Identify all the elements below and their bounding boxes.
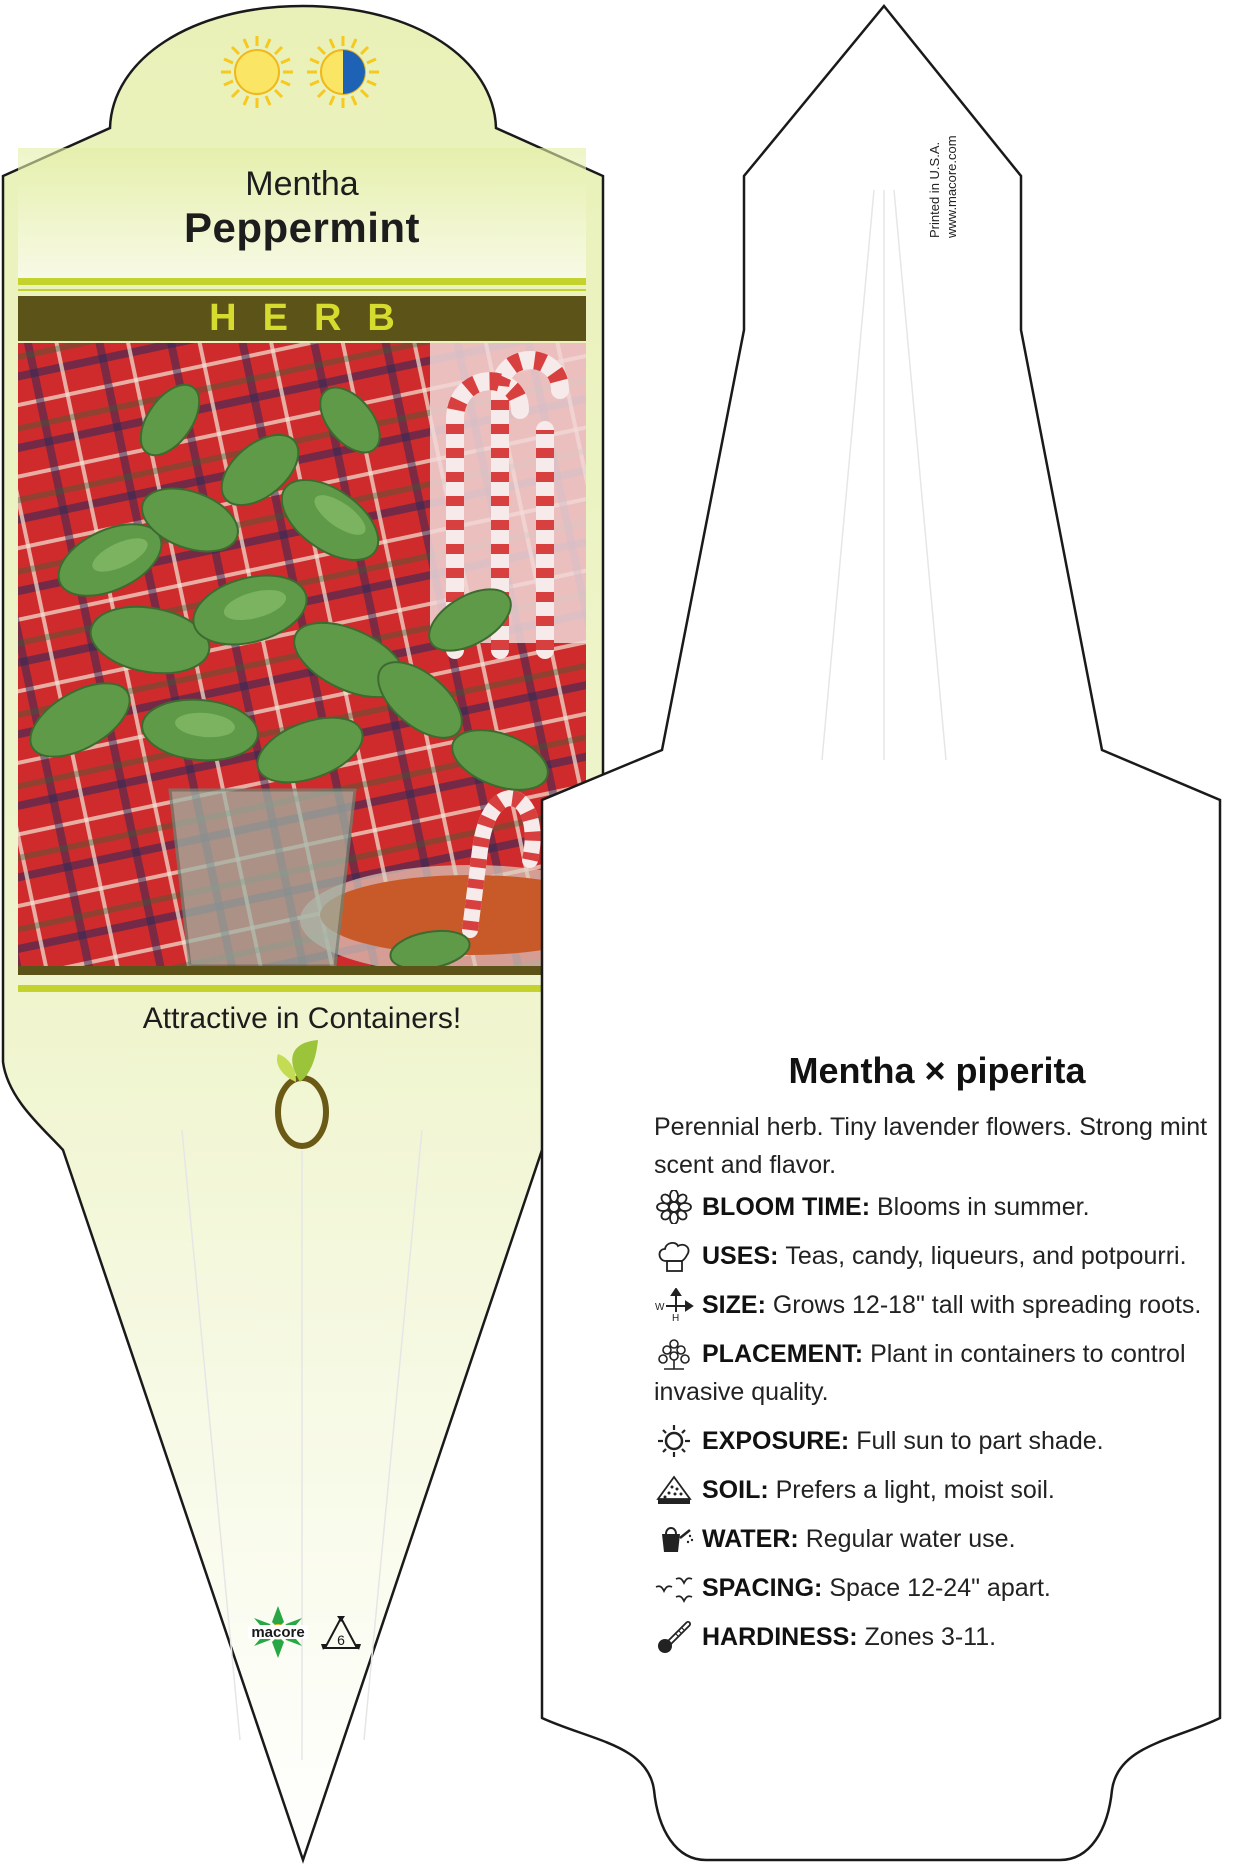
detail-water [654,1520,1220,1558]
detail-text: Grows 12-18" tall with spreading roots. [772,1291,1202,1319]
flower-icon [654,1190,694,1224]
detail-text: Blooms in summer. [876,1193,1090,1221]
detail-label: BLOOM TIME: [702,1193,877,1221]
detail-soil [654,1471,1220,1509]
sun-icon [654,1424,694,1458]
detail-bloom-time [654,1188,1220,1226]
detail-text: Full sun to part shade. [856,1427,1104,1455]
detail-label: SPACING: [702,1574,830,1602]
detail-text: Zones 3-11. [864,1623,997,1651]
detail-hardiness [654,1618,1220,1656]
cultivar-name: Peppermint [183,204,421,251]
detail-label: SOIL: [702,1476,776,1504]
svg-text:macore: macore [251,1624,305,1641]
accent-line-bottom-band [18,966,586,975]
detail-placement [654,1335,1220,1411]
placement-icon [654,1337,694,1371]
care-info [654,1050,1220,1667]
spacing-icon [654,1571,694,1605]
size-arrows-icon [654,1288,694,1322]
watering-can-icon [654,1522,694,1556]
detail-text: Plant in containers to control invasive quality. [654,1340,1186,1406]
detail-uses [654,1237,1220,1275]
genus-name: Mentha [245,165,359,203]
detail-exposure [654,1422,1220,1460]
detail-label: EXPOSURE: [702,1427,857,1455]
detail-label: WATER: [702,1525,806,1553]
thermometer-icon [654,1620,694,1654]
printed-in-text: Printed in U.S.A. [927,141,942,238]
detail-label: PLACEMENT: [702,1340,871,1368]
detail-text: Regular water use. [805,1525,1016,1553]
detail-label: HARDINESS: [702,1623,865,1651]
svg-text:6: 6 [337,1632,345,1648]
detail-label: USES: [702,1242,786,1270]
website-text: www.macore.com [944,135,959,238]
printed-in-block [926,88,960,238]
detail-text: Prefers a light, moist soil. [775,1476,1055,1504]
svg-text:W: W [655,1302,665,1313]
detail-spacing [654,1569,1220,1607]
tagline: Attractive in Containers! [142,1002,462,1035]
accent-line-top [18,278,586,285]
botanical-name: Mentha × piperita [788,1050,1086,1091]
accent-line-top-thin [18,289,586,291]
accent-line-bottom [18,985,586,992]
detail-text: Space 12-24" apart. [829,1574,1051,1602]
detail-text: Teas, candy, liqueurs, and potpourri. [785,1242,1187,1270]
chef-hat-icon [654,1239,694,1273]
detail-label: SIZE: [702,1291,773,1319]
plant-description: Perennial herb. Tiny lavender flowers. Strong mint scent and flavor. [654,1113,1208,1179]
svg-text:H: H [672,1313,680,1322]
detail-size [654,1286,1220,1324]
soil-icon [654,1473,694,1507]
category-band: HERB [18,296,586,341]
